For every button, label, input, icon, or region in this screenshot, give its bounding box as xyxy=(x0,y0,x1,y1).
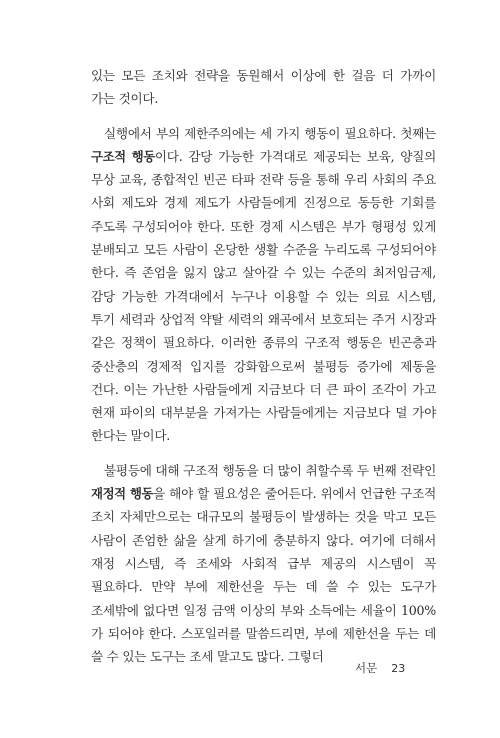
paragraph-body: 을 해야 할 필요성은 줄어든다. 위에서 언급한 구조적 조치 자체만으로는 대규모의 불평등이 발생하는 것을 막고 모든 사람이 존엄한 삶을 살게 하기에 충분하지 않다. 여기에 더해서 재정 시스템, 즉 조세와 사회적 급부 제공의 시스템이 꼭 필요하다. 만약 부에 제한선을 두는 데 쓸 수 있는 도구가 조세밖에 없다면 일정 금액 이상의 부와 소득에는 세율이 100%가 되어야 한다. 스포일러를 말씀드리면, 부에 제한선을 두는 데 쓸 수 있는 도구는 조세 말고도 많다. 그렇더 xyxy=(91,486,436,665)
page-number: 23 xyxy=(391,662,406,675)
page-footer xyxy=(355,660,435,676)
paragraph-lead: 불평등에 대해 구조적 행동을 더 많이 취할수록 두 번째 전략인 xyxy=(104,462,436,478)
body-text xyxy=(91,64,436,679)
paragraph-structural-action xyxy=(91,122,436,448)
emphasized-term: 구조적 행동 xyxy=(91,148,155,164)
paragraph-lead: 실행에서 부의 제한주의에는 세 가지 행동이 필요하다. 첫째는 xyxy=(104,125,436,141)
section-title: 서문 xyxy=(355,661,378,675)
paragraph-fiscal-action xyxy=(91,459,436,669)
emphasized-term: 재정적 행동 xyxy=(91,486,154,502)
paragraph-continued: 있는 모든 조치와 전략을 동원해서 이상에 한 걸음 더 가까이 가는 것이다. xyxy=(91,68,436,107)
paragraph-body: 이다. 감당 가능한 가격대로 제공되는 보육, 양질의 무상 교육, 종합적인 빈곤 타파 전략 등을 통해 우리 사회의 주요 사회 제도와 경제 제도가 사람들에게 진정으로 동등한 기회를 주도록 구성되어야 한다. 또한 경제 시스템은 부가 형평성 있게 분배되고 모든 사람이 온당한 생활 수준을 누리도록 구성되어야 한다. 즉 존엄을 잃지 않고 살아갈 수 있는 수준의 최저임금제, 감당 가능한 가격대에서 누구나 이용할 수 있는 의료 시스템, 투기 세력과 상업적 약탈 세력의 왜곡에서 보호되는 주거 시장과 같은 정책이 필요하다. 이러한 종류의 구조적 행동은 빈곤층과 중산층의 경제적 입지를 강화함으로써 불평등 증가에 제동을 건다. 이는 가난한 사람들에게 지금보다 더 큰 파이 조각이 가고 현재 파이의 대부분을 가져가는 사람들에게는 지금보다 덜 가야 한다는 말이다. xyxy=(91,148,436,444)
